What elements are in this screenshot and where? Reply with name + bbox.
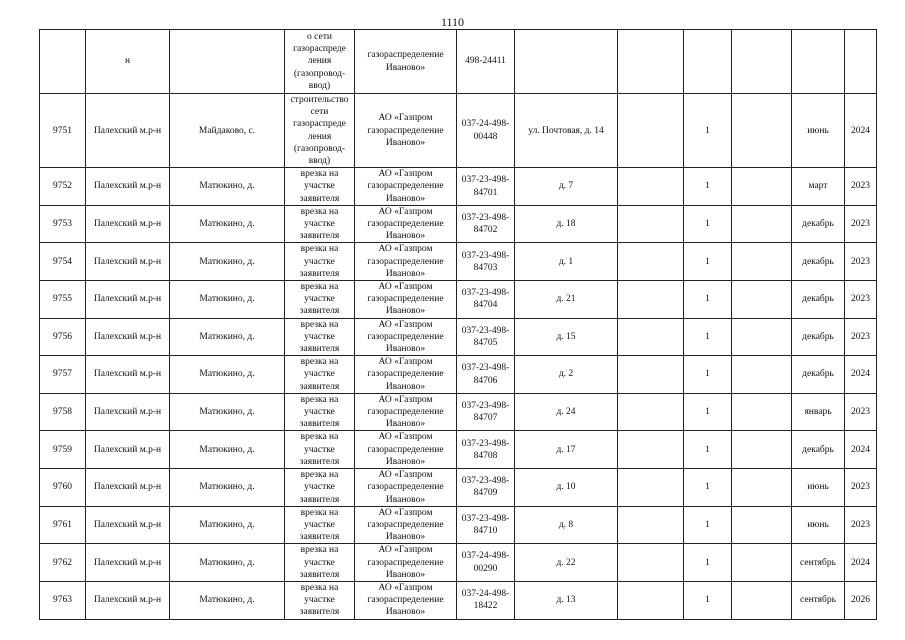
- cell-col10: [732, 469, 792, 507]
- cell-num: [40, 30, 86, 94]
- cell-year: 2023: [845, 168, 877, 206]
- cell-col10: [732, 281, 792, 319]
- cell-col8: [618, 281, 684, 319]
- cell-count: [684, 30, 732, 94]
- cell-col8: [618, 30, 684, 94]
- cell-count: 1: [684, 356, 732, 394]
- cell-organization: АО «Газпром газораспределение Иваново»: [355, 356, 457, 394]
- cell-organization: АО «Газпром газораспределение Иваново»: [355, 168, 457, 206]
- cell-contract: 037-23-498-84701: [457, 168, 515, 206]
- cell-year: 2024: [845, 544, 877, 582]
- cell-month: март: [792, 168, 845, 206]
- cell-col10: [732, 30, 792, 94]
- cell-address: д. 24: [515, 393, 618, 431]
- cell-count: 1: [684, 469, 732, 507]
- cell-locality: Матюкино, д.: [170, 243, 285, 281]
- cell-locality: Майдаково, с.: [170, 94, 285, 168]
- cell-address: д. 10: [515, 469, 618, 507]
- cell-col8: [618, 581, 684, 619]
- cell-work-type: строительство сети газораспреде ления (газопровод-ввод): [285, 94, 355, 168]
- cell-work-type: врезка на участке заявителя: [285, 168, 355, 206]
- gasification-table: [39, 29, 877, 620]
- cell-district: н: [86, 30, 170, 94]
- cell-count: 1: [684, 94, 732, 168]
- cell-contract: 037-24-498-00448: [457, 94, 515, 168]
- cell-contract: 037-23-498-84702: [457, 205, 515, 243]
- table-row: [40, 94, 877, 168]
- cell-locality: Матюкино, д.: [170, 281, 285, 319]
- cell-work-type: врезка на участке заявителя: [285, 431, 355, 469]
- cell-contract: 037-23-498-84704: [457, 281, 515, 319]
- cell-address: д. 2: [515, 356, 618, 394]
- cell-address: д. 18: [515, 205, 618, 243]
- cell-locality: [170, 30, 285, 94]
- cell-month: июнь: [792, 469, 845, 507]
- cell-address: д. 13: [515, 581, 618, 619]
- cell-col10: [732, 581, 792, 619]
- cell-col8: [618, 205, 684, 243]
- cell-count: 1: [684, 243, 732, 281]
- cell-district: Палехский м.р-н: [86, 281, 170, 319]
- cell-count: 1: [684, 318, 732, 356]
- cell-contract: 037-23-498-84710: [457, 506, 515, 544]
- cell-organization: АО «Газпром газораспределение Иваново»: [355, 544, 457, 582]
- cell-address: [515, 30, 618, 94]
- cell-year: 2024: [845, 356, 877, 394]
- cell-organization: АО «Газпром газораспределение Иваново»: [355, 431, 457, 469]
- cell-locality: Матюкино, д.: [170, 168, 285, 206]
- cell-col10: [732, 506, 792, 544]
- cell-month: декабрь: [792, 205, 845, 243]
- cell-locality: Матюкино, д.: [170, 393, 285, 431]
- cell-month: июнь: [792, 506, 845, 544]
- cell-district: Палехский м.р-н: [86, 168, 170, 206]
- cell-num: 9761: [40, 506, 86, 544]
- page-number: 1110: [440, 15, 465, 29]
- cell-year: 2023: [845, 243, 877, 281]
- cell-col8: [618, 431, 684, 469]
- cell-work-type: врезка на участке заявителя: [285, 544, 355, 582]
- cell-col8: [618, 356, 684, 394]
- cell-year: 2023: [845, 318, 877, 356]
- cell-locality: Матюкино, д.: [170, 469, 285, 507]
- cell-locality: Матюкино, д.: [170, 318, 285, 356]
- cell-contract: 037-23-498-84708: [457, 431, 515, 469]
- cell-count: 1: [684, 393, 732, 431]
- cell-col10: [732, 168, 792, 206]
- cell-col8: [618, 469, 684, 507]
- cell-district: Палехский м.р-н: [86, 94, 170, 168]
- cell-locality: Матюкино, д.: [170, 356, 285, 394]
- cell-contract: 037-23-498-84703: [457, 243, 515, 281]
- cell-count: 1: [684, 581, 732, 619]
- cell-contract: 037-24-498-00290: [457, 544, 515, 582]
- cell-month: декабрь: [792, 356, 845, 394]
- table-row: [40, 431, 877, 469]
- cell-num: 9760: [40, 469, 86, 507]
- cell-col10: [732, 431, 792, 469]
- cell-col8: [618, 318, 684, 356]
- cell-address: д. 8: [515, 506, 618, 544]
- cell-contract: 037-23-498-84705: [457, 318, 515, 356]
- cell-col10: [732, 94, 792, 168]
- cell-year: 2023: [845, 506, 877, 544]
- cell-address: д. 22: [515, 544, 618, 582]
- cell-year: 2023: [845, 281, 877, 319]
- table-row: [40, 205, 877, 243]
- cell-address: д. 21: [515, 281, 618, 319]
- cell-col10: [732, 205, 792, 243]
- cell-organization: газораспределение Иваново»: [355, 30, 457, 94]
- cell-work-type: врезка на участке заявителя: [285, 205, 355, 243]
- cell-district: Палехский м.р-н: [86, 469, 170, 507]
- cell-district: Палехский м.р-н: [86, 205, 170, 243]
- cell-count: 1: [684, 506, 732, 544]
- cell-work-type: врезка на участке заявителя: [285, 281, 355, 319]
- cell-work-type: врезка на участке заявителя: [285, 356, 355, 394]
- cell-count: 1: [684, 281, 732, 319]
- table-row: [40, 356, 877, 394]
- cell-organization: АО «Газпром газораспределение Иваново»: [355, 281, 457, 319]
- cell-num: 9762: [40, 544, 86, 582]
- cell-organization: АО «Газпром газораспределение Иваново»: [355, 243, 457, 281]
- cell-locality: Матюкино, д.: [170, 581, 285, 619]
- cell-year: 2023: [845, 205, 877, 243]
- cell-district: Палехский м.р-н: [86, 318, 170, 356]
- cell-contract: 037-23-498-84709: [457, 469, 515, 507]
- cell-organization: АО «Газпром газораспределение Иваново»: [355, 393, 457, 431]
- table-row: [40, 506, 877, 544]
- cell-district: Палехский м.р-н: [86, 393, 170, 431]
- cell-work-type: врезка на участке заявителя: [285, 506, 355, 544]
- cell-organization: АО «Газпром газораспределение Иваново»: [355, 205, 457, 243]
- cell-work-type: врезка на участке заявителя: [285, 393, 355, 431]
- cell-work-type: врезка на участке заявителя: [285, 581, 355, 619]
- cell-month: декабрь: [792, 243, 845, 281]
- cell-month: декабрь: [792, 318, 845, 356]
- cell-num: 9759: [40, 431, 86, 469]
- cell-num: 9754: [40, 243, 86, 281]
- cell-contract: 498-24411: [457, 30, 515, 94]
- cell-locality: Матюкино, д.: [170, 506, 285, 544]
- cell-organization: АО «Газпром газораспределение Иваново»: [355, 94, 457, 168]
- cell-col10: [732, 318, 792, 356]
- cell-locality: Матюкино, д.: [170, 205, 285, 243]
- cell-col8: [618, 506, 684, 544]
- cell-month: декабрь: [792, 281, 845, 319]
- cell-col8: [618, 243, 684, 281]
- cell-district: Палехский м.р-н: [86, 356, 170, 394]
- cell-contract: 037-24-498-18422: [457, 581, 515, 619]
- table-row: [40, 393, 877, 431]
- cell-district: Палехский м.р-н: [86, 544, 170, 582]
- cell-count: 1: [684, 431, 732, 469]
- cell-organization: АО «Газпром газораспределение Иваново»: [355, 469, 457, 507]
- cell-col8: [618, 168, 684, 206]
- cell-locality: Матюкино, д.: [170, 431, 285, 469]
- cell-num: 9756: [40, 318, 86, 356]
- cell-contract: 037-23-498-84707: [457, 393, 515, 431]
- cell-work-type: врезка на участке заявителя: [285, 469, 355, 507]
- cell-month: сентябрь: [792, 544, 845, 582]
- cell-month: июнь: [792, 94, 845, 168]
- cell-address: д. 15: [515, 318, 618, 356]
- cell-col8: [618, 393, 684, 431]
- cell-num: 9755: [40, 281, 86, 319]
- cell-num: 9758: [40, 393, 86, 431]
- cell-work-type: врезка на участке заявителя: [285, 318, 355, 356]
- table-row-continuation: [40, 30, 877, 94]
- cell-district: Палехский м.р-н: [86, 431, 170, 469]
- table-row: [40, 243, 877, 281]
- cell-district: Палехский м.р-н: [86, 581, 170, 619]
- cell-organization: АО «Газпром газораспределение Иваново»: [355, 581, 457, 619]
- cell-month: [792, 30, 845, 94]
- cell-num: 9763: [40, 581, 86, 619]
- table-row: [40, 318, 877, 356]
- cell-work-type: о сети газораспреде ления (газопровод-ввод): [285, 30, 355, 94]
- cell-col10: [732, 243, 792, 281]
- cell-district: Палехский м.р-н: [86, 506, 170, 544]
- cell-address: д. 1: [515, 243, 618, 281]
- cell-work-type: врезка на участке заявителя: [285, 243, 355, 281]
- cell-col10: [732, 544, 792, 582]
- cell-col10: [732, 393, 792, 431]
- cell-num: 9752: [40, 168, 86, 206]
- table-row: [40, 469, 877, 507]
- cell-count: 1: [684, 544, 732, 582]
- cell-year: 2024: [845, 94, 877, 168]
- cell-month: январь: [792, 393, 845, 431]
- cell-year: 2023: [845, 393, 877, 431]
- cell-year: 2026: [845, 581, 877, 619]
- cell-num: 9753: [40, 205, 86, 243]
- table-row: [40, 581, 877, 619]
- cell-year: 2023: [845, 469, 877, 507]
- cell-col8: [618, 94, 684, 168]
- table-row: [40, 544, 877, 582]
- cell-month: декабрь: [792, 431, 845, 469]
- cell-month: сентябрь: [792, 581, 845, 619]
- cell-address: д. 17: [515, 431, 618, 469]
- table-row: [40, 281, 877, 319]
- cell-locality: Матюкино, д.: [170, 544, 285, 582]
- cell-col8: [618, 544, 684, 582]
- cell-year: [845, 30, 877, 94]
- cell-count: 1: [684, 168, 732, 206]
- cell-address: д. 7: [515, 168, 618, 206]
- cell-organization: АО «Газпром газораспределение Иваново»: [355, 318, 457, 356]
- cell-district: Палехский м.р-н: [86, 243, 170, 281]
- cell-year: 2024: [845, 431, 877, 469]
- cell-organization: АО «Газпром газораспределение Иваново»: [355, 506, 457, 544]
- cell-contract: 037-23-498-84706: [457, 356, 515, 394]
- cell-count: 1: [684, 205, 732, 243]
- cell-num: 9751: [40, 94, 86, 168]
- cell-col10: [732, 356, 792, 394]
- cell-num: 9757: [40, 356, 86, 394]
- table-row: [40, 168, 877, 206]
- cell-address: ул. Почтовая, д. 14: [515, 94, 618, 168]
